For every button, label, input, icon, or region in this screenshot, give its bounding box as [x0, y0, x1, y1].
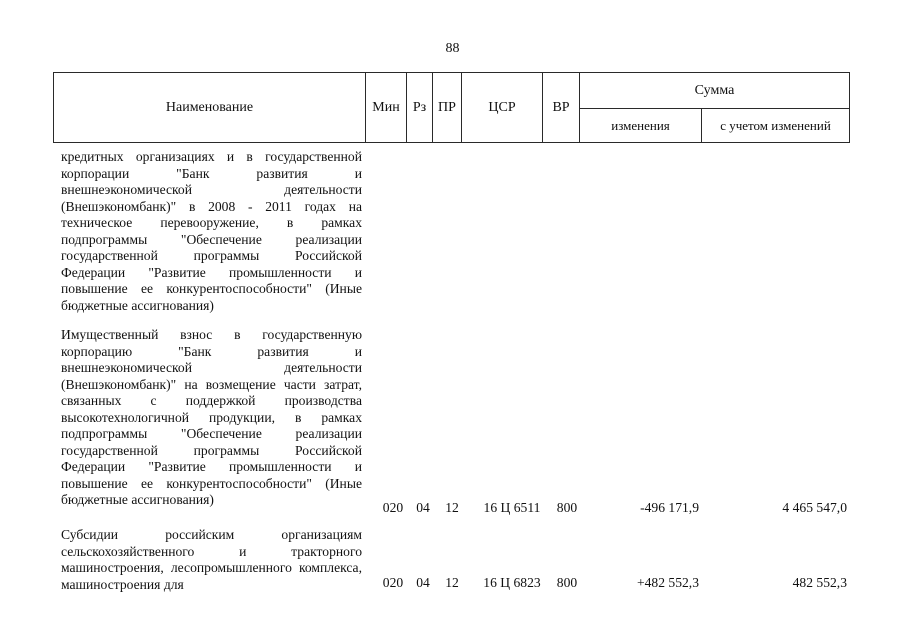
row-2-min: 020 [382, 500, 404, 515]
table-header [53, 72, 850, 143]
header-vr: ВР [542, 72, 580, 143]
header-rz: Рз [406, 72, 433, 143]
row-2-with-changes: 4 465 547,0 [782, 500, 847, 515]
row-3-text: Субсидии российским организациям сельскохозяйственного и тракторного машиностроения, лесопромышленного комплекса, машиностроения для [61, 527, 362, 592]
header-csr: ЦСР [461, 72, 543, 143]
row-2-pr: 12 [445, 500, 459, 515]
row-2-rz: 04 [416, 500, 430, 515]
row-1-name [61, 149, 362, 314]
row-3-min: 020 [382, 575, 404, 590]
row-3-rz: 04 [416, 575, 430, 590]
row-2-text: Имущественный взнос в государственную корпорацию "Банк развития и внешнеэкономической деятельности (Внешэкономбанк)" на возмещение части затрат, связанных с поддержкой производства высокотехнологичной продукции, в рамках подпрограммы "Обеспечение реализации государственной программы Российской Федерации "Развитие промышленности и повышение ее конкурентоспособности" (Иные бюджетные ассигнования) [61, 327, 362, 507]
header-change: изменения [579, 108, 702, 143]
row-1-text: кредитных организациях и в государственной корпорации "Банк развития и внешнеэкономической деятельности (Внешэкономбанк)" в 2008 - 2011 годах на техническое перевооружение, в рамках подпрограммы "Обеспечение реализации государственной программы Российской Федерации "Развитие промышленности и повышение ее конкурентоспособности" (Иные бюджетные ассигнования) [61, 149, 362, 313]
header-name: Наименование [53, 72, 366, 143]
header-sum: Сумма [579, 72, 850, 109]
header-pr: ПР [432, 72, 462, 143]
row-3-pr: 12 [445, 575, 459, 590]
row-3-with-changes: 482 552,3 [792, 575, 847, 590]
row-2-name [61, 327, 362, 509]
row-2-change: -496 171,9 [640, 500, 699, 515]
row-3-change: +482 552,3 [636, 575, 699, 590]
row-3-csr: 16 Ц 6823 [483, 575, 541, 590]
row-2-vr: 800 [556, 500, 578, 515]
row-3-vr: 800 [556, 575, 578, 590]
row-2-csr: 16 Ц 6511 [483, 500, 541, 515]
header-min: Мин [365, 72, 407, 143]
header-with-changes: с учетом изменений [701, 108, 850, 143]
row-3-name [61, 527, 362, 593]
page-number: 88 [445, 41, 460, 56]
